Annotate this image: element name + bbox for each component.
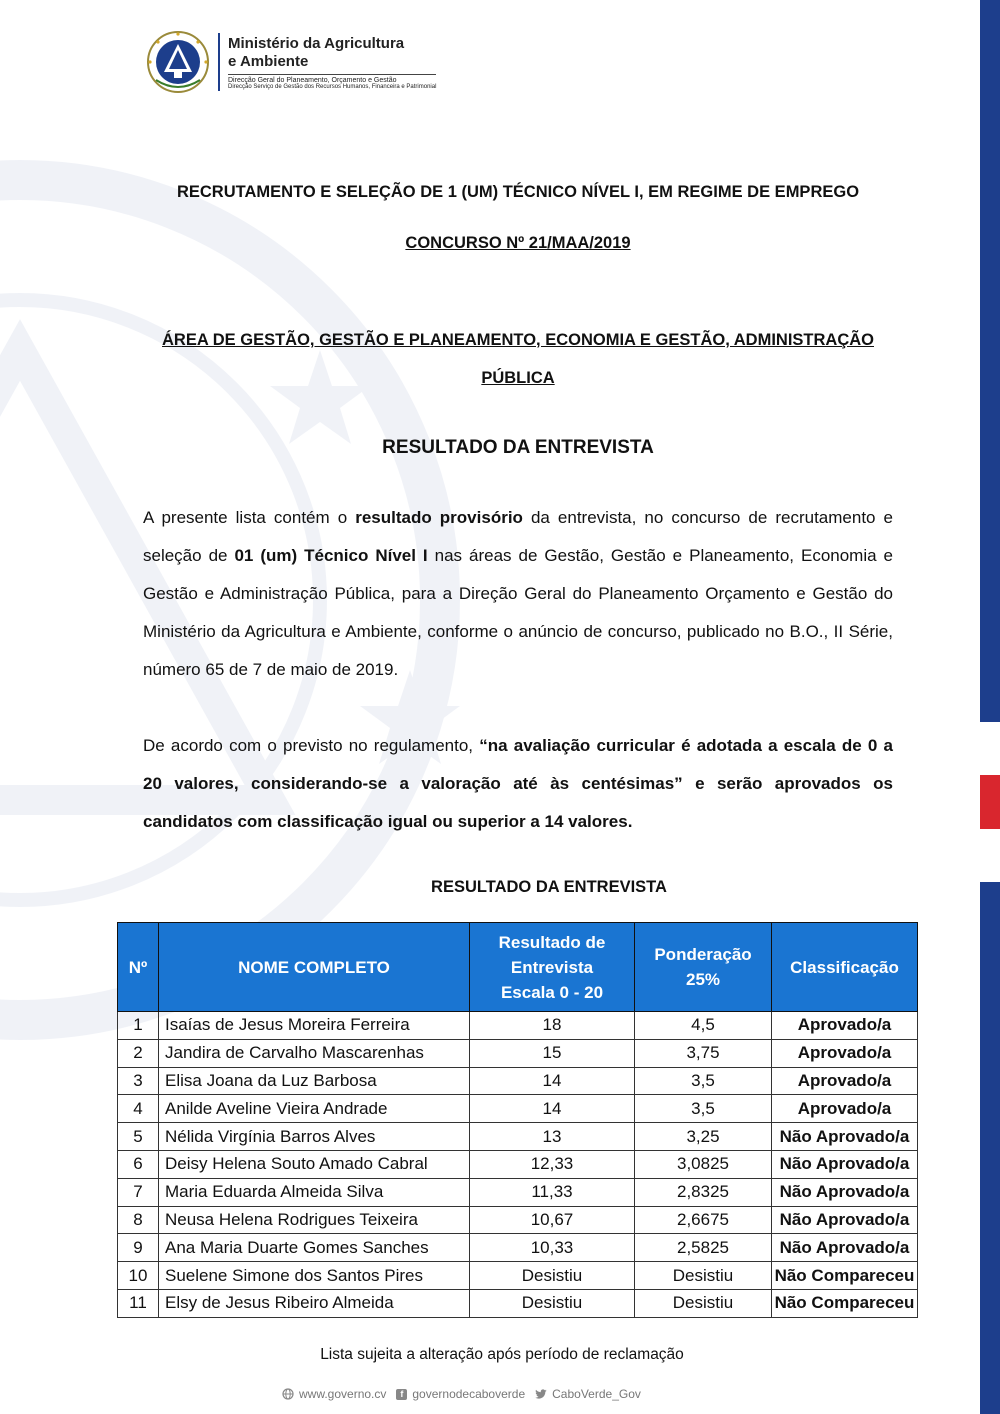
row-ponderacao: 3,25	[635, 1123, 772, 1151]
ministry-name-line2: e Ambiente	[228, 52, 309, 70]
row-ponderacao: 3,0825	[635, 1150, 772, 1178]
table-row	[118, 1012, 918, 1040]
row-score: 10,33	[470, 1234, 635, 1262]
header-score	[470, 923, 635, 1012]
row-classificacao: Não Aprovado/a	[772, 1123, 918, 1151]
row-name: Nélida Virgínia Barros Alves	[159, 1123, 470, 1151]
footer-twitter[interactable]	[535, 1387, 641, 1401]
header-text	[228, 35, 436, 90]
table-row	[118, 1262, 918, 1290]
header-score-line2: Entrevista	[510, 957, 594, 977]
row-name: Isaías de Jesus Moreira Ferreira	[159, 1012, 470, 1040]
header-classificacao: Classificação	[772, 923, 918, 1012]
row-classificacao: Aprovado/a	[772, 1095, 918, 1123]
row-classificacao: Não Aprovado/a	[772, 1234, 918, 1262]
row-score: 14	[470, 1095, 635, 1123]
document-title: RECRUTAMENTO E SELEÇÃO DE 1 (UM) TÉCNICO NÍVEL I, EM REGIME DE EMPREGO	[176, 183, 860, 201]
footer-facebook[interactable]	[396, 1387, 525, 1401]
intro-bold-2: 01 (um) Técnico Nível I	[234, 546, 428, 565]
row-num: 3	[118, 1067, 159, 1095]
row-classificacao: Não Compareceu	[772, 1289, 918, 1317]
intro-text-2: da entrevista, no concurso de recrutamento e seleção de	[143, 508, 893, 565]
row-num: 9	[118, 1234, 159, 1262]
page-footer	[282, 1387, 651, 1401]
table-row	[118, 1095, 918, 1123]
row-name: Jandira de Carvalho Mascarenhas	[159, 1039, 470, 1067]
header-score-line3: Escala 0 - 20	[500, 982, 604, 1002]
table-title: RESULTADO DA ENTREVISTA	[431, 878, 667, 896]
row-score: Desistiu	[470, 1289, 635, 1317]
criteria-intro: De acordo com o previsto no regulamento,	[143, 736, 480, 755]
row-num: 2	[118, 1039, 159, 1067]
table-row	[118, 1150, 918, 1178]
table-row	[118, 1039, 918, 1067]
row-classificacao: Não Aprovado/a	[772, 1206, 918, 1234]
header-num: Nº	[118, 923, 159, 1012]
row-num: 10	[118, 1262, 159, 1290]
row-name: Anilde Aveline Vieira Andrade	[159, 1095, 470, 1123]
row-score: 13	[470, 1123, 635, 1151]
header-name: NOME COMPLETO	[159, 923, 470, 1012]
row-name: Neusa Helena Rodrigues Teixeira	[159, 1206, 470, 1234]
row-name: Ana Maria Duarte Gomes Sanches	[159, 1234, 470, 1262]
table-row	[118, 1123, 918, 1151]
section-title: RESULTADO DA ENTREVISTA	[382, 437, 654, 458]
row-ponderacao: 3,5	[635, 1067, 772, 1095]
globe-icon	[282, 1388, 294, 1400]
row-name: Elisa Joana da Luz Barbosa	[159, 1067, 470, 1095]
ministry-name-line1: Ministério da Agricultura	[228, 34, 405, 52]
row-num: 5	[118, 1123, 159, 1151]
footnote: Lista sujeita a alteração após período de reclamação	[320, 1346, 684, 1363]
intro-text-1: A presente lista contém o	[143, 508, 356, 527]
side-strip-red	[980, 775, 1000, 829]
row-ponderacao: 2,8325	[635, 1178, 772, 1206]
row-classificacao: Não Aprovado/a	[772, 1150, 918, 1178]
row-ponderacao: Desistiu	[635, 1262, 772, 1290]
criteria-bold: “na avaliação curricular é adotada a escala de 0 a 20 valores, considerando-se a valoração até às centésimas” e serão aprovados os candidatos com classificação igual ou superior a 14 valores.	[143, 736, 893, 831]
header-pond-line1: Ponderação	[654, 945, 752, 964]
facebook-icon: f	[396, 1389, 407, 1400]
row-classificacao: Aprovado/a	[772, 1039, 918, 1067]
twitter-icon	[535, 1389, 547, 1400]
header-pond-line2: 25%	[685, 970, 721, 989]
row-ponderacao: Desistiu	[635, 1289, 772, 1317]
row-ponderacao: 2,5825	[635, 1234, 772, 1262]
concurso-number: CONCURSO Nº 21/MAA/2019	[405, 234, 631, 252]
criteria-paragraph	[143, 727, 893, 841]
side-strip-blue-top	[980, 0, 1000, 722]
row-ponderacao: 2,6675	[635, 1206, 772, 1234]
area-title: ÁREA DE GESTÃO, GESTÃO E PLANEAMENTO, ECONOMIA E GESTÃO, ADMINISTRAÇÃO PÚBLICA	[162, 331, 874, 387]
header-score-line1: Resultado de	[498, 932, 606, 952]
row-classificacao: Não Compareceu	[772, 1262, 918, 1290]
row-classificacao: Aprovado/a	[772, 1067, 918, 1095]
header-divider	[218, 33, 220, 91]
row-num: 6	[118, 1150, 159, 1178]
row-num: 11	[118, 1289, 159, 1317]
intro-paragraph	[143, 499, 893, 689]
row-score: 14	[470, 1067, 635, 1095]
service-line: Direcção Serviço de Gestão dos Recursos Humanos, Financeira e Patrimonial	[228, 83, 437, 90]
twitter-text: CaboVerde_Gov	[552, 1387, 641, 1401]
header-ponderacao	[635, 923, 772, 1012]
table-row	[118, 1067, 918, 1095]
intro-bold-1: resultado provisório	[355, 508, 523, 527]
table-header-row	[118, 923, 918, 1012]
table-row	[118, 1206, 918, 1234]
facebook-text: governodecaboverde	[412, 1387, 526, 1401]
ministry-seal-logo	[146, 30, 210, 94]
table-row	[118, 1289, 918, 1317]
row-score: 15	[470, 1039, 635, 1067]
intro-text-3: nas áreas de Gestão, Gestão e Planeamento, Economia e Gestão e Administração Pública, para a Direção Geral do Planeamento Orçamento e Gestão do Ministério da Agricultura e Ambiente, conforme o anúncio de concurso, publicado no B.O., II Série, número 65 de 7 de maio de 2019.	[143, 546, 893, 679]
website-text: www.governo.cv	[299, 1387, 387, 1401]
row-ponderacao: 3,5	[635, 1095, 772, 1123]
directorate-line: Direcção Geral do Planeamento, Orçamento e Gestão	[228, 74, 436, 84]
row-score: Desistiu	[470, 1262, 635, 1290]
side-strip-blue-bottom	[980, 882, 1000, 1414]
row-num: 7	[118, 1178, 159, 1206]
row-name: Suelene Simone dos Santos Pires	[159, 1262, 470, 1290]
row-score: 10,67	[470, 1206, 635, 1234]
row-name: Elsy de Jesus Ribeiro Almeida	[159, 1289, 470, 1317]
row-score: 18	[470, 1012, 635, 1040]
row-classificacao: Aprovado/a	[772, 1012, 918, 1040]
row-score: 11,33	[470, 1178, 635, 1206]
table-row	[118, 1234, 918, 1262]
results-table	[117, 922, 918, 1318]
row-ponderacao: 4,5	[635, 1012, 772, 1040]
row-name: Deisy Helena Souto Amado Cabral	[159, 1150, 470, 1178]
footer-website[interactable]	[282, 1387, 386, 1401]
row-score: 12,33	[470, 1150, 635, 1178]
table-row	[118, 1178, 918, 1206]
row-ponderacao: 3,75	[635, 1039, 772, 1067]
ministry-header	[146, 30, 436, 94]
row-num: 4	[118, 1095, 159, 1123]
row-num: 1	[118, 1012, 159, 1040]
row-classificacao: Não Aprovado/a	[772, 1178, 918, 1206]
row-name: Maria Eduarda Almeida Silva	[159, 1178, 470, 1206]
row-num: 8	[118, 1206, 159, 1234]
